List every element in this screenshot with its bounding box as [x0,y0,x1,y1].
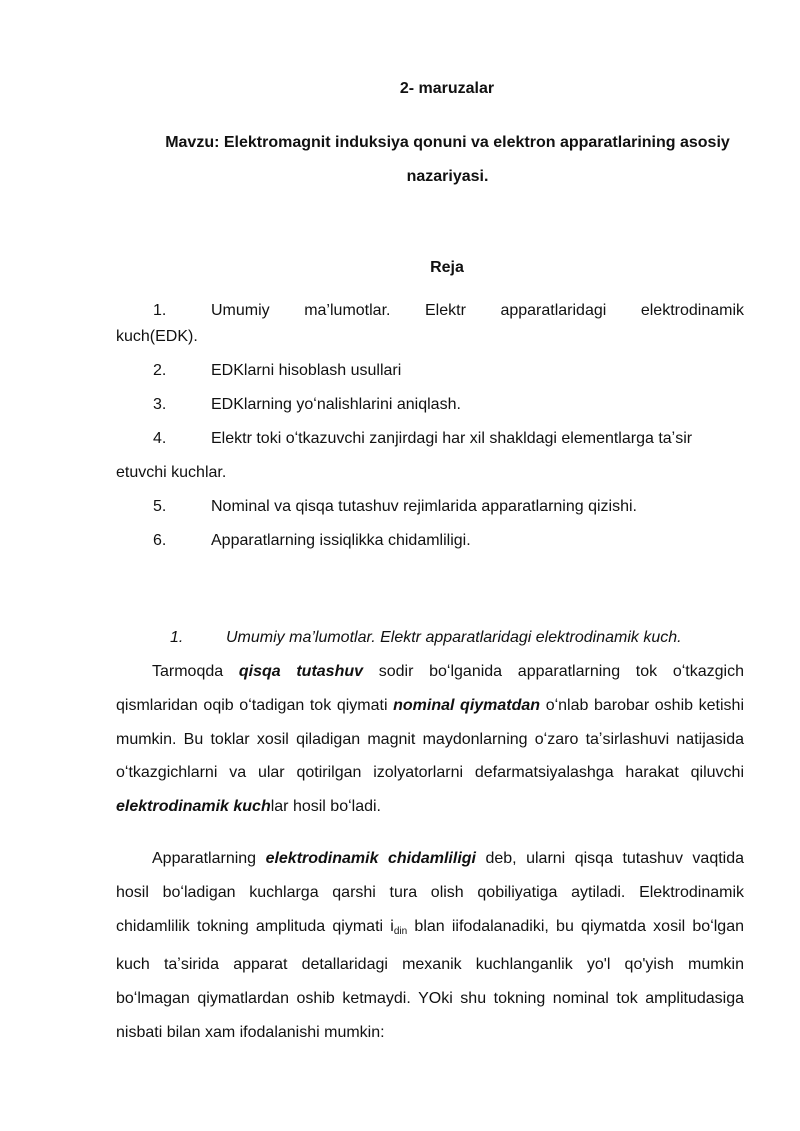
emphasis-text: nominal qiymatdan [393,696,541,714]
plan-item-text: Umumiy ma’lumotlar. Elektr apparatlaridagi elektrodinamik [211,302,744,319]
topic-heading: Mavzu: Elektromagnit induksiya qonuni va elektron apparatlarining asosiy nazariyasi. [165,134,730,185]
plan-item-text: Apparatlarning issiqlikka chidamliligi. [211,532,471,549]
plan-item-text: Elektr toki oʻtkazuvchi zanjirdagi har xil shakldagi elementlarga taʼsir [211,430,693,447]
plan-item-text-continued: kuch(EDK). [116,328,198,345]
section-number: 1. [170,629,184,646]
plan-item-3 [116,388,744,422]
paragraph-1 [116,655,744,824]
plan-item-number: 3. [153,396,167,413]
paragraph-text: oʻnlab barobar oshib ketishi mumkin. Bu toklar xosil qiladigan magnit maydonlarning oʻzaro taʼsirlashuvi natijasida oʻtkazgichlarni va ular qotirilgan izolyatorlarni defarmatsiyalashga harakat qiluvchi [116,696,744,782]
paragraph-text: sodir boʻlganida apparatlarning tok oʻtkazgich qismlaridan oqib oʻtadigan tok qiymati [116,663,744,714]
paragraph-text: deb, ularni qisqa tutashuv vaqtida hosil boʻladigan kuchlarga qarshi tura olish qobiliyatiga aytiladi. Elektrodinamik chidamlilik tokning amplituda qiymati i [116,850,745,935]
plan-item-text: Nominal va qisqa tutashuv rejimlarida apparatlarning qizishi. [211,498,637,515]
plan-item-number: 2. [153,362,167,379]
emphasis-text: elektrodinamik kuch [116,798,271,816]
paragraph-text: blan iifodalanadiki, bu qiymatda xosil boʻlgan kuch taʼsirida apparat detallaridagi mexanik kuchlanganlik yo'l qo'yish mumkin boʻlmagan qiymatlardan oshib ketmaydi. YOki shu tokning nominal tok amplitudasiga nisbati bilan xam ifodalanishi mumkin: [116,917,744,1041]
section-heading [170,624,682,652]
plan-item-number: 6. [153,532,167,549]
plan-item-text: EDKlarni hisoblash usullari [211,362,402,379]
paragraph-2 [116,842,744,1050]
plan-item-number: 1. [153,302,167,319]
plan-item-number: 4. [153,430,167,447]
document-title: 2- maruzalar [399,80,495,97]
plan-heading: Reja [430,259,464,276]
plan-item-text: EDKlarning yoʻnalishlarini aniqlash. [211,396,461,413]
plan-item-2 [116,354,744,388]
paragraph-text: lar hosil boʻladi. [270,798,381,816]
plan-item-5 [116,490,744,524]
emphasis-text: elektrodinamik chidamliligi [265,850,476,867]
paragraph-text: Tarmoqda [152,663,239,680]
plan-item-6 [116,524,744,558]
paragraph-text: Apparatlarning [152,850,266,867]
emphasis-text: qisqa tutashuv [238,663,364,680]
plan-item-number: 5. [153,498,167,515]
plan-item-text-continued: etuvchi kuchlar. [116,464,227,481]
subscript-text: din [393,925,408,937]
section-title: Umumiy ma’lumotlar. Elektr apparatlaridagi elektrodinamik kuch. [226,629,682,646]
plan-list [116,302,744,558]
plan-item-1 [116,302,744,354]
plan-item-4 [116,422,744,490]
